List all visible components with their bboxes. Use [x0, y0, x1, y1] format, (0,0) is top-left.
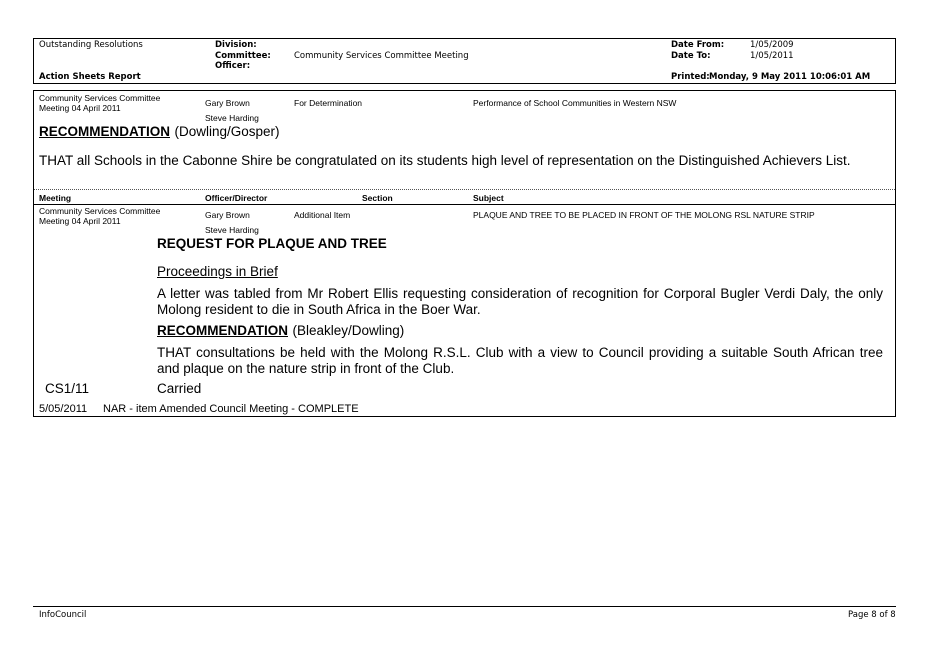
item1-section: For Determination [294, 98, 363, 108]
item2-action-date: 5/05/2011 [39, 403, 88, 415]
item2-meeting-line1: Community Services Committee [39, 206, 161, 216]
printed-value: Monday, 9 May 2011 10:06:01 AM [709, 72, 871, 82]
item2-title: REQUEST FOR PLAQUE AND TREE [157, 236, 387, 251]
item2-recommendation-text: THAT consultations be held with the Molong R.S.L. Club with a view to Council providing a suitable South African tree and plaque on the nature strip in front of the Club. [157, 345, 883, 376]
item2-proceedings-text: A letter was tabled from Mr Robert Ellis requesting consideration of recognition for Corporal Bugler Verdi Daly, the only Molong resident to die in South Africa in the Boer War. [157, 286, 883, 317]
item1-recommendation [39, 123, 280, 141]
item1-recommendation-movers: (Dowling/Gosper) [174, 124, 280, 139]
date-to-label: Date To: [671, 51, 711, 61]
date-to-value: 1/05/2011 [750, 51, 794, 61]
column-header-top-rule [34, 189, 895, 190]
printed-label: Printed: [671, 72, 710, 82]
item2-resolution-number: CS1/11 [45, 381, 90, 396]
footer-page-number: Page 8 of 8 [848, 610, 896, 620]
column-subject: Subject [473, 193, 504, 203]
item1-subject: Performance of School Communities in Western NSW [473, 98, 677, 108]
item2-subject: PLAQUE AND TREE TO BE PLACED IN FRONT OF THE MOLONG RSL NATURE STRIP [473, 210, 815, 220]
item2-section: Additional Item [294, 210, 351, 220]
item1-meeting-line2: Meeting 04 April 2011 [39, 103, 121, 113]
committee-value: Community Services Committee Meeting [294, 51, 469, 61]
item2-director: Steve Harding [205, 225, 259, 235]
column-meeting: Meeting [39, 193, 72, 203]
officer-label: Officer: [215, 61, 251, 71]
item2-proceedings-heading: Proceedings in Brief [157, 264, 278, 279]
item1-meeting-line1: Community Services Committee [39, 93, 161, 103]
item2-resolution-status: Carried [157, 381, 202, 396]
footer-app-name: InfoCouncil [39, 610, 87, 620]
footer-rule [33, 606, 896, 607]
item2-action-text: NAR - item Amended Council Meeting - COMPLETE [103, 403, 359, 415]
date-from-label: Date From: [671, 40, 725, 50]
item1-director: Steve Harding [205, 113, 259, 123]
item2-recommendation-movers: (Bleakley/Dowling) [292, 323, 405, 338]
committee-label: Committee: [215, 51, 271, 61]
item2-officer: Gary Brown [205, 210, 250, 220]
item1-officer: Gary Brown [205, 98, 250, 108]
item1-recommendation-text: THAT all Schools in the Cabonne Shire be congratulated on its students high level of representation on the Distinguished Achievers List. [39, 153, 851, 168]
item1-recommendation-heading: RECOMMENDATION [39, 124, 170, 139]
report-type: Action Sheets Report [39, 72, 141, 82]
item2-meeting-line2: Meeting 04 April 2011 [39, 216, 121, 226]
column-header-bottom-rule [34, 204, 895, 205]
column-section: Section [362, 193, 393, 203]
date-from-value: 1/05/2009 [750, 40, 794, 50]
item2-recommendation [157, 322, 404, 340]
item2-recommendation-heading: RECOMMENDATION [157, 323, 288, 338]
report-name: Outstanding Resolutions [39, 40, 143, 50]
column-officer-director: Officer/Director [205, 193, 268, 203]
division-label: Division: [215, 40, 257, 50]
